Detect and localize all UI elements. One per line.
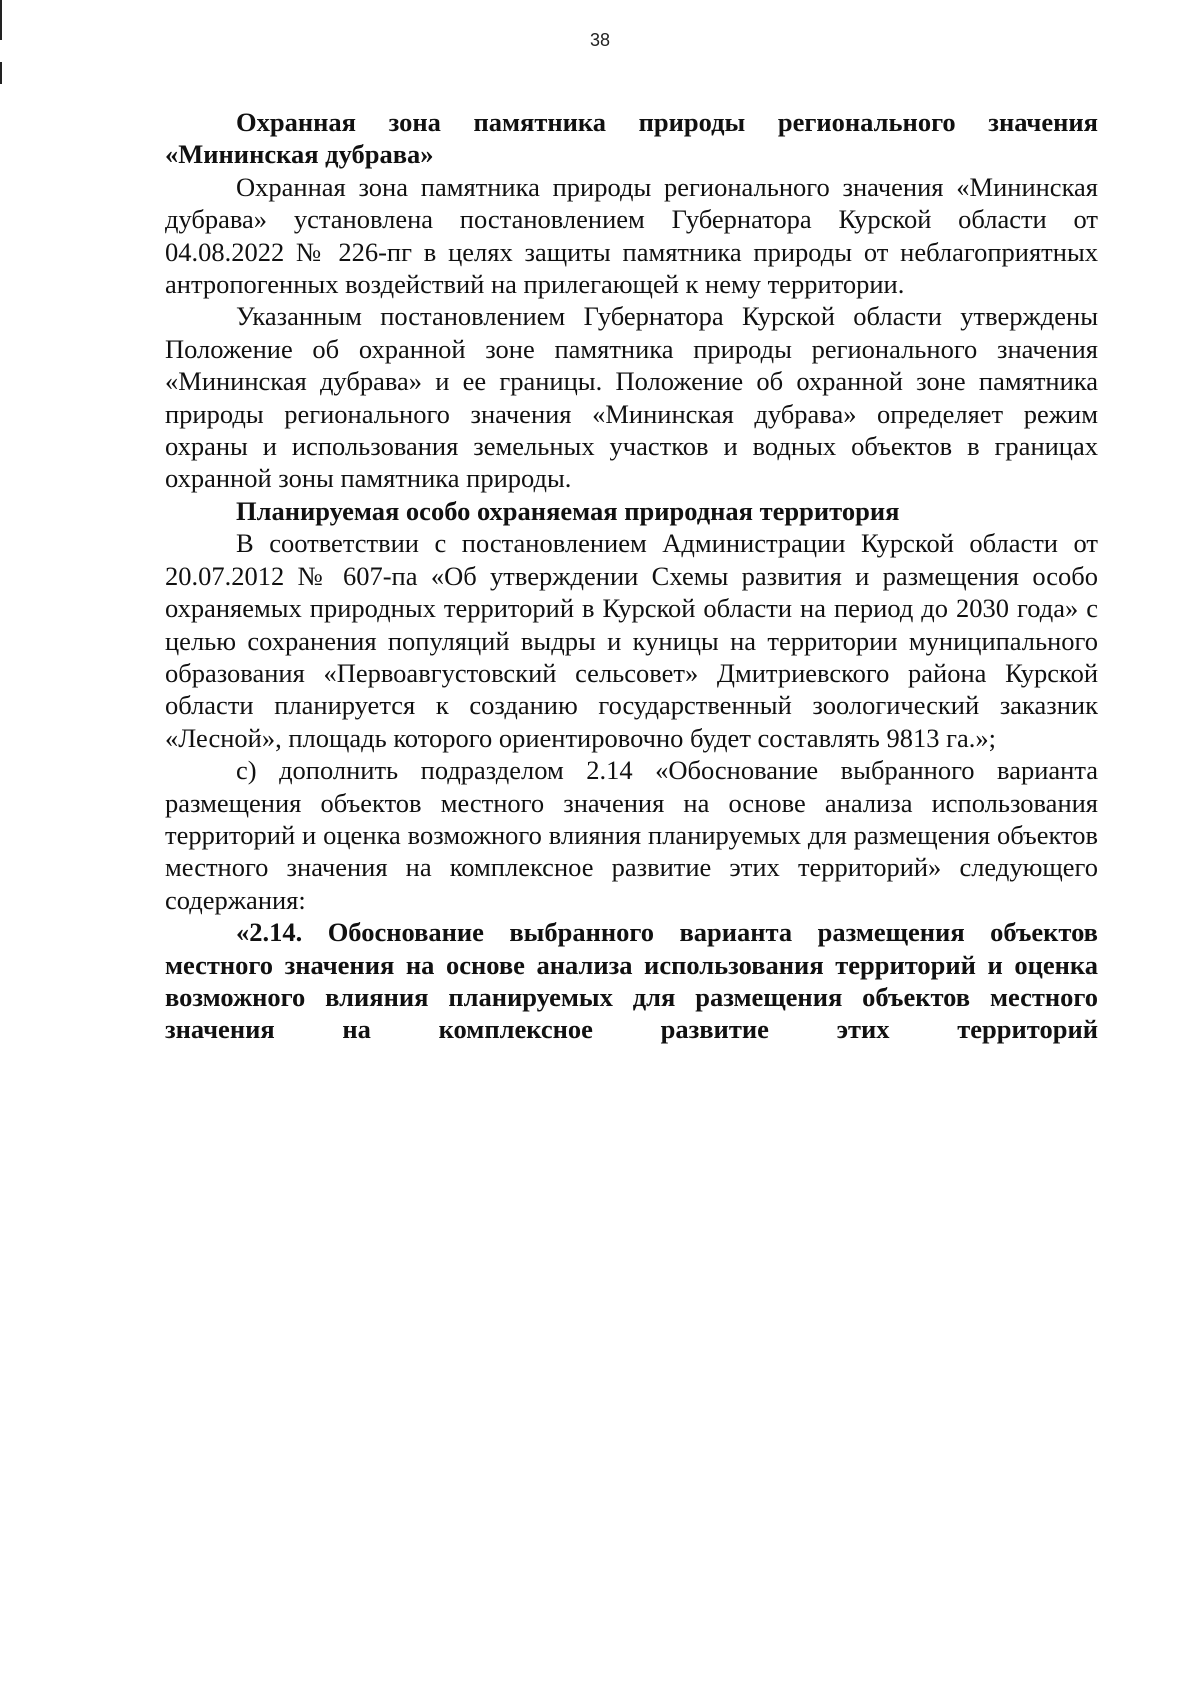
paragraph-planned-reserve: В соответствии с постановлением Администрации Курской области от 20.07.2012 № 607-па «Об утверждении Схемы развития и размещения особо охраняемых природных территорий в Курской области на период до 2030 года» с целью сохранения популяций выдры и куницы на территории муниципального образования «Первоавгустовский сельсовет» Дмитриевского района Курской области планируется к созданию государственный зоологический заказник «Лесной», площадь которого ориентировочно будет составлять 9813 га.»; bbox=[165, 528, 1098, 753]
paragraph-protected-zone-regulation: Указанным постановлением Губернатора Курской области утверждены Положение об охранной зоне памятника природы регионального значения «Мининская дубрава» и ее границы. Положение об охранной зоне памятника природы регионального значения «Мининская дубрава» определяет режим охраны и использования земельных участков и водных объектов в границах охранной зоны памятника природы. bbox=[165, 301, 1098, 494]
paragraph-add-subsection: с) дополнить подразделом 2.14 «Обоснование выбранного варианта размещения объектов местного значения на основе анализа использования территорий и оценка возможного влияния планируемых для размещения объектов местного значения на комплексное развитие этих территорий» следующего содержания: bbox=[165, 755, 1098, 915]
page-number: 38 bbox=[589, 30, 611, 50]
subsection-2-14-heading: «2.14. Обоснование выбранного варианта размещения объектов местного значения на основе анализа использования территорий и оценка возможного влияния планируемых для размещения объектов местного значения на комплексное развитие этих территорий bbox=[165, 917, 1098, 1045]
scan-edge-mark-bottom bbox=[0, 62, 2, 84]
paragraph-protected-zone-decree: Охранная зона памятника природы регионального значения «Мининская дубрава» установлена постановлением Губернатора Курской области от 04.08.2022 № 226-пг в целях защиты памятника природы от неблагоприятных антропогенных воздействий на прилегающей к нему территории. bbox=[165, 171, 1098, 300]
section-heading-planned-territory: Планируемая особо охраняемая природная территория bbox=[236, 495, 900, 526]
document-body bbox=[165, 106, 1098, 1046]
section-heading-protected-zone: Охранная зона памятника природы регионального значения «Мининская дубрава» bbox=[165, 107, 1098, 170]
